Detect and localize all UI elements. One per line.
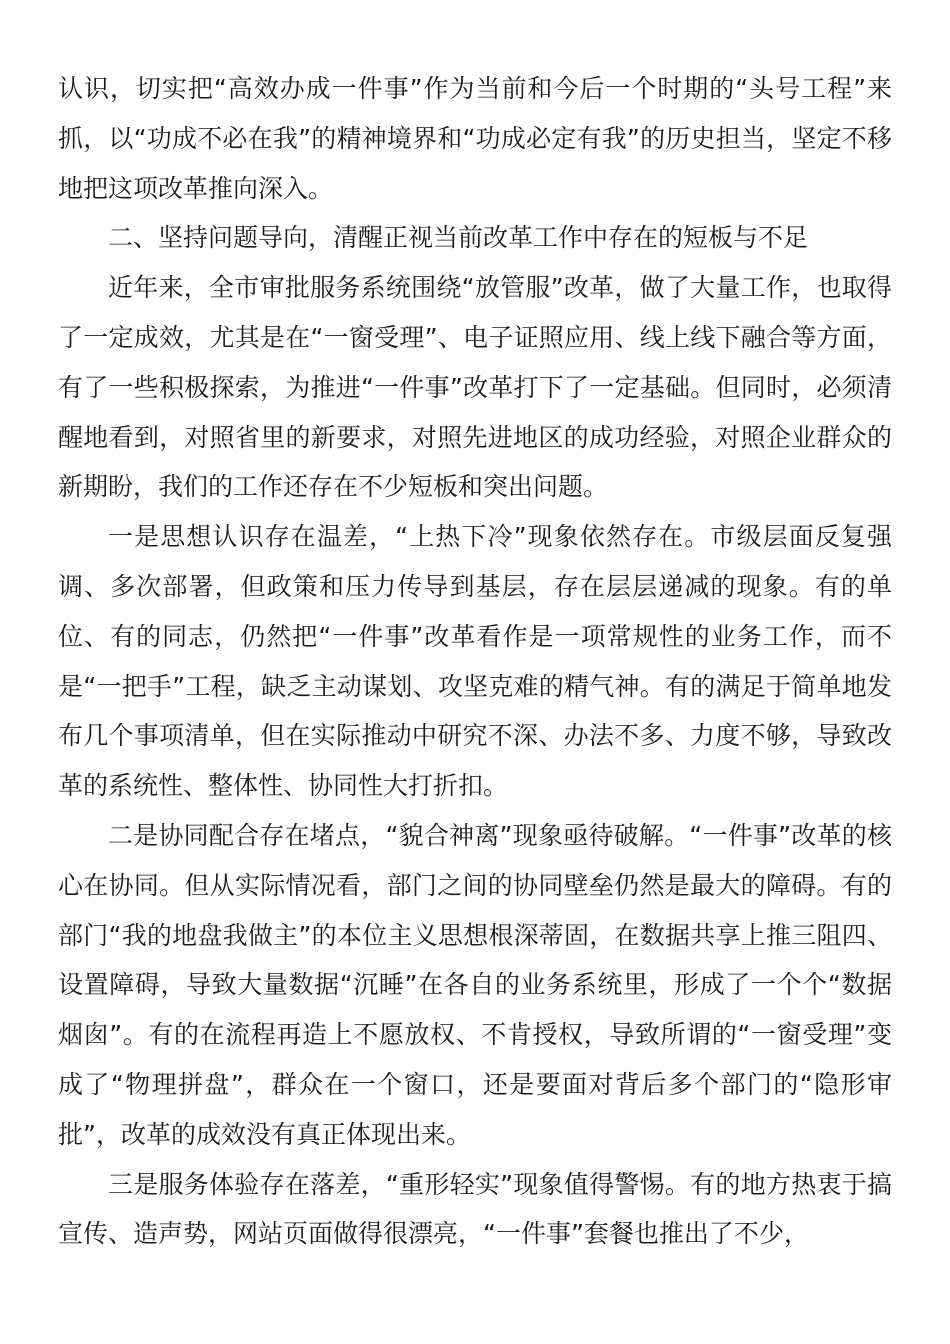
paragraph-point-1: 一是思想认识存在温差，“上热下冷”现象依然存在。市级层面反复强调、多次部署，但政策和压力传导到基层，存在层层递减的现象。有的单位、有的同志，仍然把“一件事”改革看作是一项常规性的业务工作，而不是“一把手”工程，缺乏主动谋划、攻坚克难的精气神。有的满足于简单地发布几个事项清单，但在实际推动中研究不深、办法不多、力度不够，导致改革的系统性、整体性、协同性大打折扣。	[58, 522, 892, 801]
paragraph-point-2: 二是协同配合存在堵点，“貌合神离”现象亟待破解。“一件事”改革的核心在协同。但从实际情况看，部门之间的协同壁垒仍然是最大的障碍。有的部门“我的地盘我做主”的本位主义思想根深蒂固，在数据共享上推三阻四、设置障碍，导致大量数据“沉睡”在各自的业务系统里，形成了一个个“数据烟囱”。有的在流程再造上不愿放权、不肯授权，导致所谓的“一窗受理”变成了“物理拼盘”，群众在一个窗口，还是要面对背后多个部门的“隐形审批”，改革的成效没有真正体现出来。	[58, 820, 892, 1149]
paragraph-point-3: 三是服务体验存在落差，“重形轻实”现象值得警惕。有的地方热衷于搞宣传、造声势，网站页面做得很漂亮，“一件事”套餐也推出了不少，	[58, 1169, 892, 1249]
paragraph-overview: 近年来，全市审批服务系统围绕“放管服”改革，做了大量工作，也取得了一定成效，尤其是在“一窗受理”、电子证照应用、线上线下融合等方面，有了一些积极探索，为推进“一件事”改革打下了一定基础。但同时，必须清醒地看到，对照省里的新要求，对照先进地区的成功经验，对照企业群众的新期盼，我们的工作还存在不少短板和突出问题。	[58, 273, 892, 502]
paragraph-continued: 认识，切实把“高效办成一件事”作为当前和今后一个时期的“头号工程”来抓，以“功成不必在我”的精神境界和“功成必定有我”的历史担当，坚定不移地把这项改革推向深入。	[58, 74, 892, 203]
section-heading: 二、坚持问题导向，清醒正视当前改革工作中存在的短板与不足	[108, 223, 809, 253]
document-page	[58, 64, 892, 1259]
